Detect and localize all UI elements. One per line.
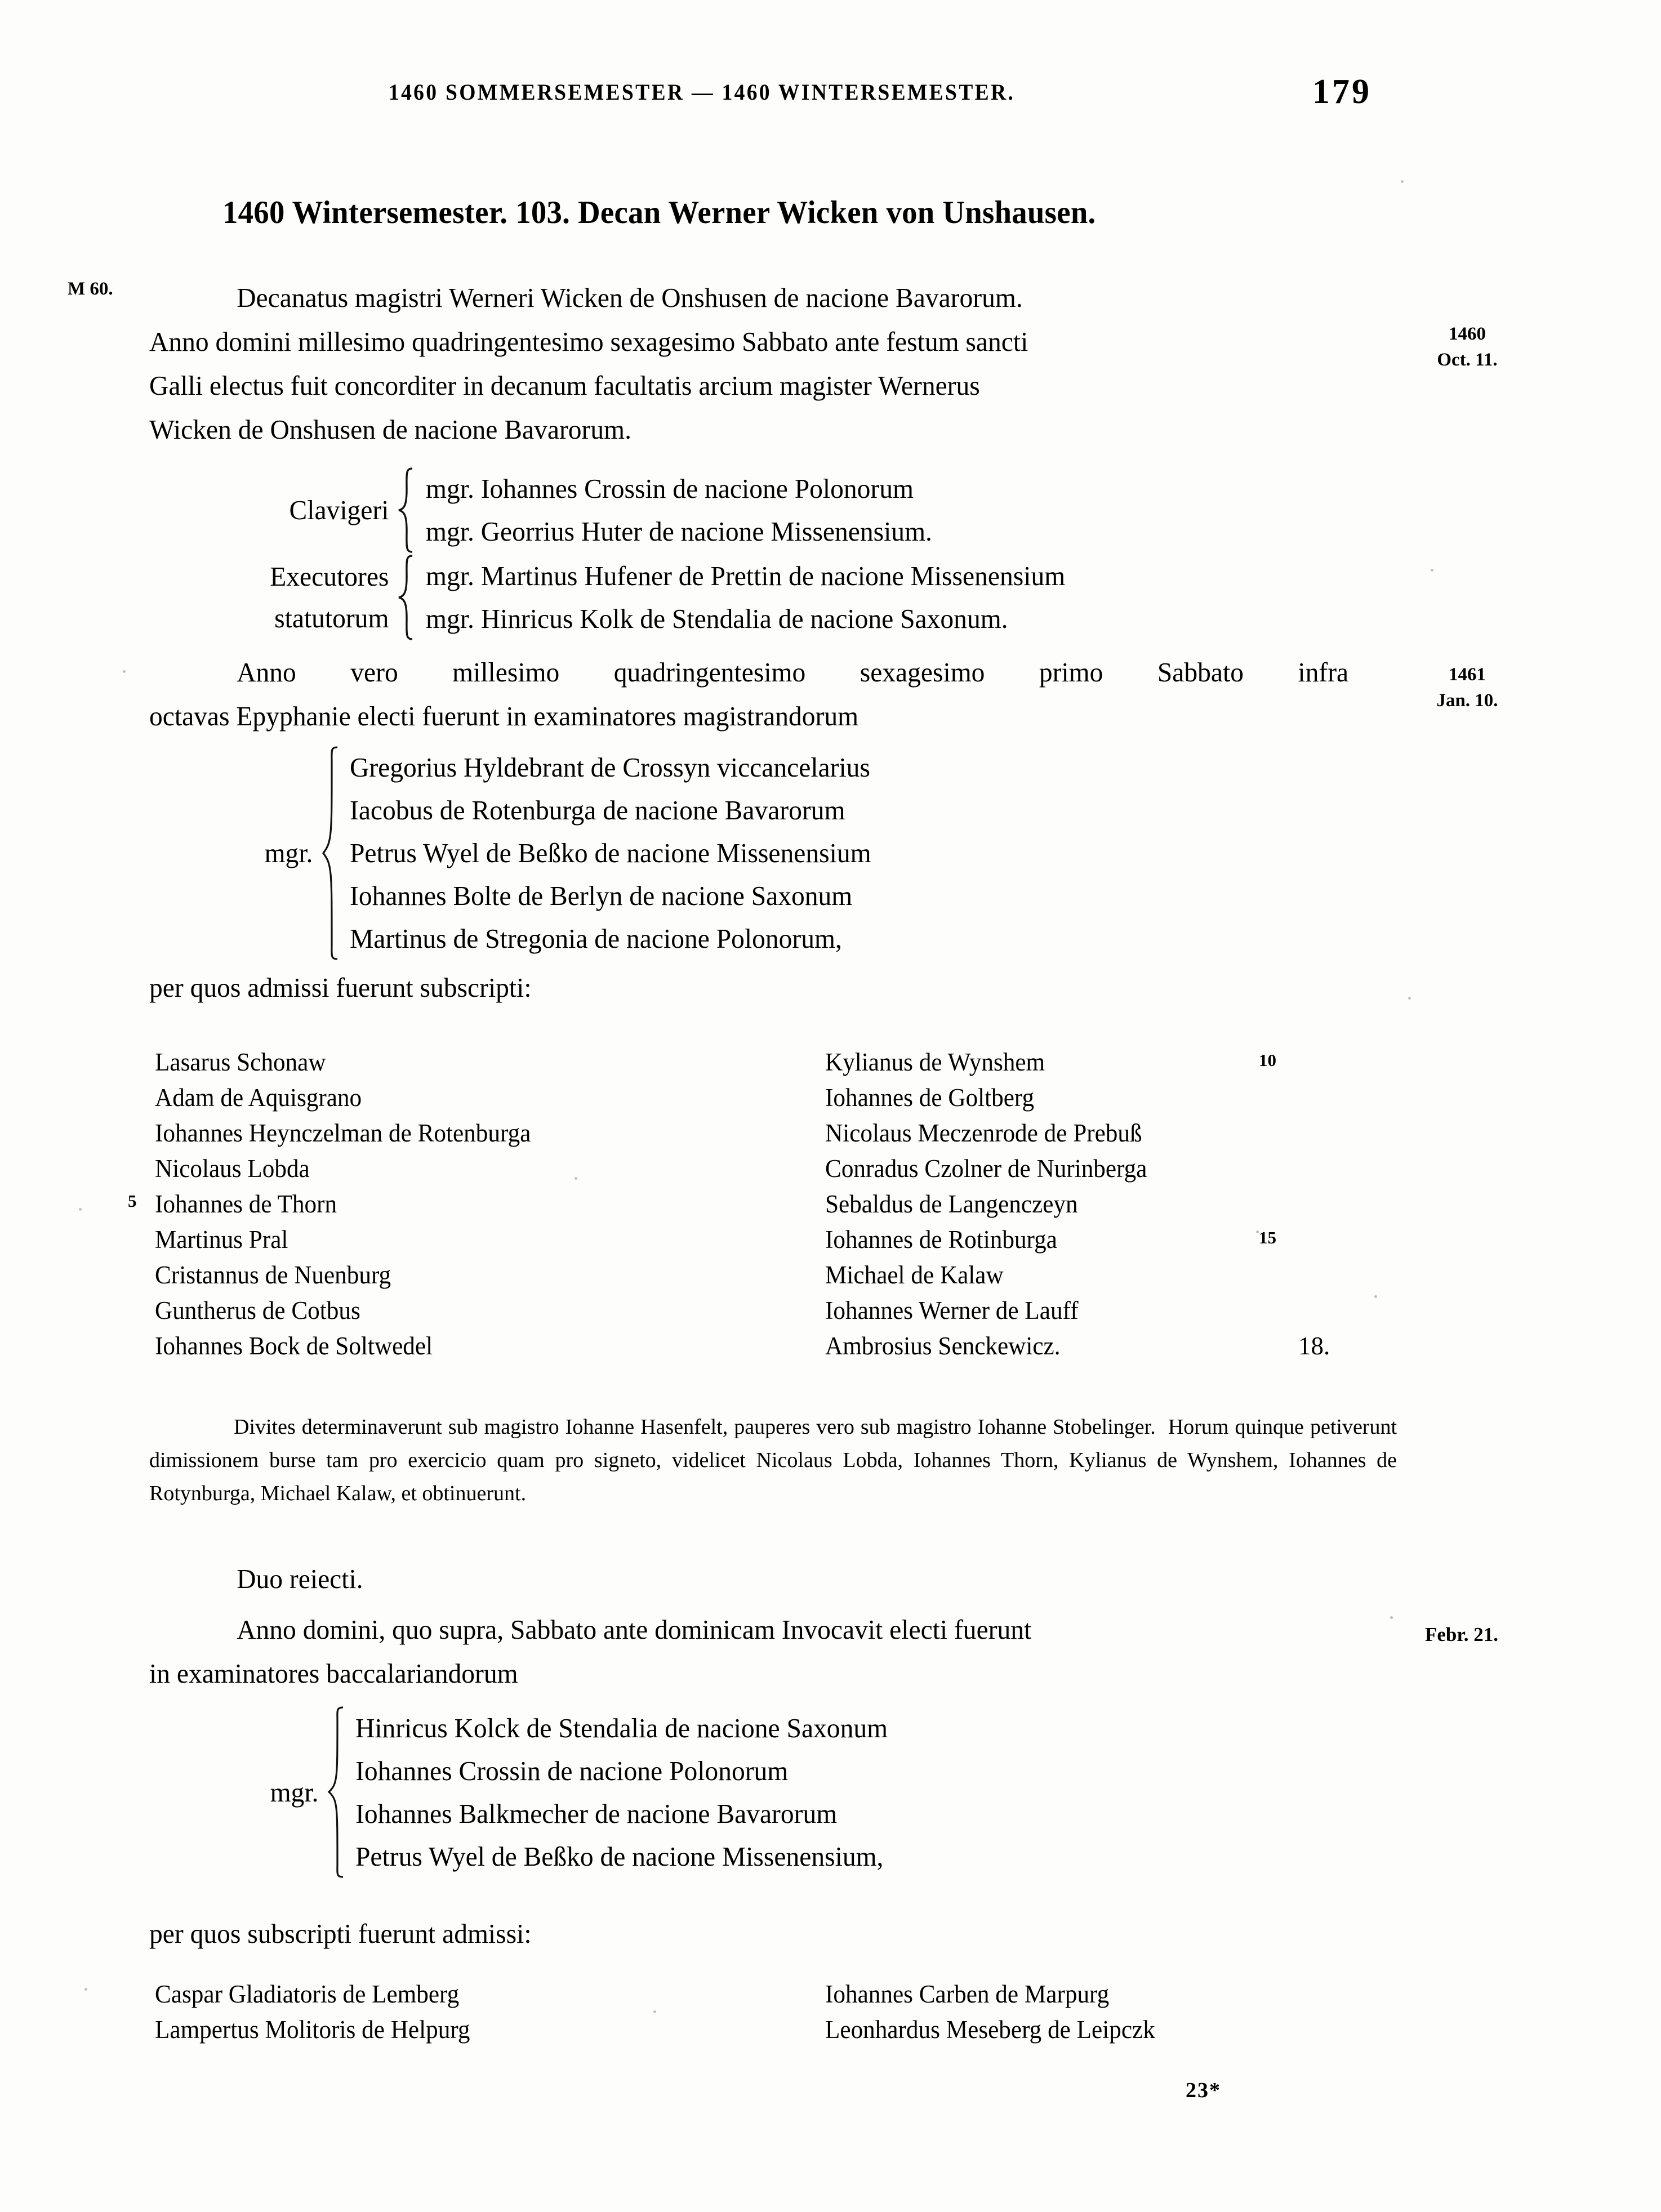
name-right: Iohannes Carben de Marpurg <box>825 1980 1110 2008</box>
examinatores-magistrandorum-items <box>340 746 887 960</box>
page-number: 179 <box>1312 73 1371 111</box>
margin-date-note-2 <box>1408 662 1526 713</box>
name-right: Ambrosius Senckewicz. <box>825 1332 1061 1360</box>
opening-paragraph <box>149 276 1391 452</box>
examinator-item: Petrus Wyel de Beßko de nacione Missenensium, <box>355 1840 884 1872</box>
running-head <box>0 73 1661 118</box>
table-row <box>155 1080 1439 1116</box>
executores-label-line1: Executores <box>270 561 389 592</box>
name-right: Sebaldus de Langenczeyn <box>825 1190 1078 1218</box>
scan-speckle <box>1408 997 1411 1000</box>
margin-date-year: 1461 <box>1449 665 1486 685</box>
clavigeri-items <box>416 467 948 553</box>
examinatores-baccalariandorum-label: mgr. <box>270 1776 319 1808</box>
executores-item: mgr. Hinricus Kolk de Stendalia de nacione Saxonum. <box>426 603 1008 634</box>
name-left: Lasarus Schonaw <box>155 1048 326 1076</box>
paragraph-line: Anno vero millesimo quadringentesimo sexagesimo primo Sabbato infra <box>237 657 1349 688</box>
list-total: 18. <box>1298 1332 1330 1360</box>
duo-reiecti-line <box>149 1557 1391 1601</box>
name-left: Cristannus de Nuenburg <box>155 1261 391 1289</box>
paragraph-line: Decanatus magistri Werneri Wicken de Onshusen de nacione Bavarorum. <box>237 282 1023 313</box>
scan-speckle <box>1401 180 1404 183</box>
table-row <box>128 1187 1439 1222</box>
name-left: Iohannes de Thorn <box>155 1190 337 1218</box>
table-row <box>155 1293 1439 1328</box>
examinator-item: Iohannes Bolte de Berlyn de nacione Saxonum <box>350 880 853 911</box>
scan-speckle <box>84 1988 87 1991</box>
clavigeri-label: Clavigeri <box>289 494 389 525</box>
examinator-item: Gregorius Hyldebrant de Crossyn viccancelarius <box>350 752 870 783</box>
executores-items <box>416 555 1085 640</box>
paragraph-line: in examinatores baccalariandorum <box>149 1658 518 1689</box>
paragraph-line: Wicken de Onshusen de nacione Bavarorum. <box>149 414 631 445</box>
name-left: Iohannes Heynczelman de Rotenburga <box>155 1119 531 1147</box>
table-row <box>155 1045 1439 1080</box>
name-left: Martinus Pral <box>155 1225 288 1254</box>
executores-item: mgr. Martinus Hufener de Prettin de nacione Missenensium <box>426 560 1066 591</box>
table-row <box>155 1257 1439 1293</box>
name-right: Leonhardus Meseberg de Leipczk <box>825 2015 1155 2044</box>
paragraph-line: Galli electus fuit concorditer in decanum facultatis arcium magister Wernerus <box>149 370 980 401</box>
per-quos-admissi-line <box>149 966 1391 1010</box>
petit-text <box>149 1411 1397 1510</box>
examinator-item: Martinus de Stregonia de nacione Polonorum, <box>350 923 842 954</box>
paragraph-line: Anno domini millesimo quadringentesimo sexagesimo Sabbato ante festum sancti <box>149 326 1028 357</box>
name-right: Kylianus de Wynshem <box>825 1048 1045 1076</box>
final-names-list <box>155 1977 1439 2048</box>
margin-date-day: Oct. 11. <box>1437 350 1498 370</box>
paragraph-line: Anno domini, quo supra, Sabbato ante dominicam Invocavit electi fuerunt <box>237 1614 1032 1645</box>
examinatores-magistrandorum-label: mgr. <box>264 837 313 868</box>
margin-date-note-3: Febr. 21. <box>1425 1624 1498 1645</box>
per-quos-subscripti-line <box>149 1912 1391 1956</box>
paragraph-line: Duo reiecti. <box>237 1563 363 1594</box>
table-row <box>155 1116 1439 1151</box>
name-left: Iohannes Bock de Soltwedel <box>155 1332 433 1360</box>
curly-brace-icon <box>397 555 416 640</box>
scan-speckle <box>1431 569 1433 572</box>
name-left: Guntherus de Cotbus <box>155 1296 360 1324</box>
examinator-item: Iohannes Balkmecher de nacione Bavarorum <box>355 1798 838 1829</box>
margin-date-day: Jan. 10. <box>1436 690 1498 711</box>
table-row <box>155 2012 1439 2048</box>
table-row <box>155 1151 1439 1187</box>
margin-date-year: 1460 <box>1449 324 1486 344</box>
name-right: Conradus Czolner de Nurinberga <box>825 1154 1147 1183</box>
examinator-item: Hinricus Kolck de Stendalia de nacione Saxonum <box>355 1712 888 1743</box>
name-left: Lampertus Molitoris de Helpurg <box>155 2015 470 2044</box>
examinatores-baccalariandorum-group <box>239 1706 904 1878</box>
section-heading: 1460 Wintersemester. 103. Decan Werner Wicken von Unshausen. <box>222 195 1096 230</box>
examinatores-baccalariandorum-items <box>345 1707 904 1878</box>
name-right: Michael de Kalaw <box>825 1261 1004 1289</box>
name-right: Iohannes de Rotinburga <box>825 1225 1057 1254</box>
name-right: Nicolaus Meczenrode de Prebuß <box>825 1119 1142 1147</box>
clavigeri-item: mgr. Iohannes Crossin de nacione Polonorum <box>426 473 914 504</box>
curly-brace-icon <box>320 746 340 960</box>
line-number: 15 <box>1259 1228 1276 1247</box>
table-row <box>155 1977 1439 2012</box>
signature-mark: 23* <box>1186 2079 1221 2102</box>
paragraph-line: per quos admissi fuerunt subscripti: <box>149 972 532 1003</box>
paragraph-line: octavas Epyphanie electi fuerunt in examinatores magistrandorum <box>149 701 859 732</box>
margin-date-note-1 <box>1408 321 1526 373</box>
name-left: Nicolaus Lobda <box>155 1154 310 1183</box>
name-right: Iohannes de Goltberg <box>825 1083 1035 1112</box>
table-row <box>155 1328 1439 1364</box>
admitted-names-list <box>128 1045 1439 1364</box>
executores-group <box>208 555 1085 640</box>
examinatores-magistrandorum-group <box>234 746 887 960</box>
executores-label-line2: statutorum <box>274 603 389 634</box>
line-number: 5 <box>128 1191 137 1211</box>
petit-sentence-2: Horum quinque petiverunt dimissionem burse tam pro exercicio quam pro signeto, videlicet Nicolaus Lobda, Iohannes Thorn, Kylianus de Wynshem, Iohannes de Rotynburga, Michael Kalaw, et obtinuerunt. <box>149 1415 1397 1505</box>
margin-note-manuscript: M 60. <box>68 279 113 299</box>
name-right: Iohannes Werner de Lauff <box>825 1296 1079 1324</box>
petit-sentence-1: Divites determinaverunt sub magistro Iohanne Hasenfelt, pauperes vero sub magistro Iohanne Stobelinger. <box>234 1415 1156 1439</box>
table-row <box>155 1222 1439 1257</box>
scan-speckle <box>123 670 126 673</box>
paragraph-line: per quos subscripti fuerunt admissi: <box>149 1918 532 1949</box>
name-left: Caspar Gladiatoris de Lemberg <box>155 1980 460 2008</box>
anno-domini-quo-supra-paragraph <box>149 1608 1391 1696</box>
examinator-item: Petrus Wyel de Beßko de nacione Missenensium <box>350 837 871 868</box>
clavigeri-group <box>242 467 948 553</box>
petit-paragraph <box>149 1411 1397 1510</box>
running-head-title: 1460 SOMMERSEMESTER — 1460 WINTERSEMESTER. <box>389 79 1016 105</box>
line-number: 10 <box>1259 1050 1276 1070</box>
examinator-item: Iohannes Crossin de nacione Polonorum <box>355 1755 789 1786</box>
curly-brace-icon <box>397 467 416 553</box>
clavigeri-item: mgr. Georrius Huter de nacione Missenensium. <box>426 516 932 547</box>
anno-vero-paragraph <box>149 650 1391 738</box>
executores-label <box>214 556 397 639</box>
name-left: Adam de Aquisgrano <box>155 1083 362 1112</box>
examinator-item: Iacobus de Rotenburga de nacione Bavarorum <box>350 795 845 826</box>
curly-brace-icon <box>326 1706 345 1878</box>
scan-speckle <box>79 1208 82 1211</box>
